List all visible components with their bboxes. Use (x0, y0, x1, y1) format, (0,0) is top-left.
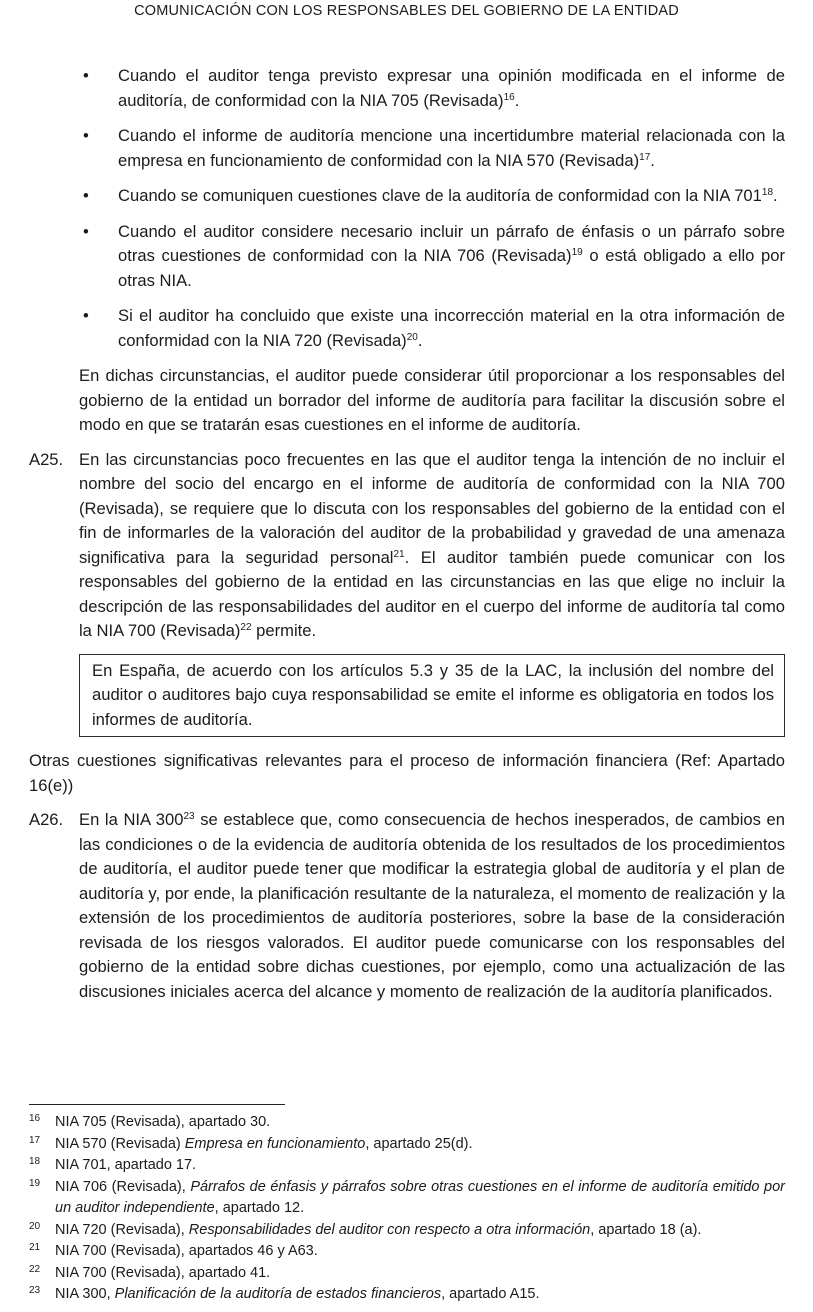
footnote-ref[interactable]: 20 (406, 331, 418, 343)
paragraph-text: se establece que, como consecuencia de hechos inesperados, de cambios en las condiciones o de la evidencia de auditoría obtenida de los resultados de los procedimientos de auditoría, el auditor puede tener que modificar la estrategia global de auditoría y el plan de auditoría y, por ende, la planificación resultante de la naturaleza, el momento de realización y la extensión de los procedimientos de auditoría posteriores, sobre la base de la consideración revisada de los riesgos valorados. El auditor puede comunicarse con los responsables del gobierno de la entidad sobre dichas cuestiones, por ejemplo, como una actualización de las discusiones iniciales acerca del alcance y momento de realización de la auditoría planificados. (79, 810, 785, 1001)
footnote-text: NIA 705 (Revisada), apartado 30. (55, 1114, 271, 1130)
page-header: COMUNICACIÓN CON LOS RESPONSABLES DEL GOBIERNO DE LA ENTIDAD (134, 3, 679, 19)
footnote-text-end: , apartado 25(d). (365, 1135, 473, 1152)
footnote-number: 18 (29, 1156, 41, 1167)
circumstances-paragraph: En dichas circunstancias, el auditor puede considerar útil proporcionar a los responsables del gobierno de la entidad un borrador del informe de auditoría para facilitar la discusión sobre el modo en que se tratarán esas cuestiones en el informe de auditoría. (79, 366, 785, 434)
bullet-mark: • (83, 186, 89, 205)
bullet-mark: • (83, 306, 89, 325)
footnote-number: 19 (29, 1177, 41, 1189)
footnote-ref[interactable]: 18 (761, 187, 774, 198)
footnote-text-end: , apartado A15. (441, 1286, 540, 1302)
page-body (29, 64, 785, 1014)
paragraph-text: En la NIA 300 (79, 810, 184, 829)
footnote-number: 20 (29, 1220, 41, 1232)
footnote-text: NIA 570 (Revisada) (55, 1135, 185, 1152)
footnote-text: NIA 700 (Revisada), apartados 46 y A63. (55, 1243, 318, 1259)
footnote-number: 22 (29, 1263, 41, 1275)
bullet-item (29, 220, 785, 294)
paragraph-text: En las circunstancias poco frecuentes en las que el auditor tenga la intención de no incluir el nombre del socio del encargo en el informe de auditoría de conformidad con la NIA 700 (Revisada), se requiere que lo discuta con los responsables del gobierno de la entidad con el fin de informarles de la valoración del auditor de la probabilidad y gravedad de una amenaza significativa para la seguridad personal (79, 449, 785, 567)
footnote-ref[interactable]: 17 (639, 151, 651, 163)
bullet-item (29, 304, 785, 353)
footnote-text: NIA 700 (Revisada), apartado 41. (55, 1264, 271, 1281)
bullet-list (29, 64, 785, 353)
footnote-title: Responsabilidades del auditor con respecto a otra información (188, 1221, 591, 1238)
footnote (29, 1263, 785, 1285)
footnote-number: 21 (29, 1242, 41, 1253)
footnote (29, 1284, 785, 1306)
bullet-text-end: . (417, 330, 423, 350)
footnote-ref[interactable]: 19 (571, 247, 583, 258)
footnote-ref[interactable]: 23 (183, 811, 195, 822)
footnote-text: NIA 720 (Revisada), (55, 1221, 189, 1238)
bullet-text-end: . (773, 186, 778, 205)
footnote-text: NIA 701, apartado 17. (55, 1157, 197, 1173)
footnote-number: 17 (29, 1134, 41, 1146)
paragraph-number: A25. (29, 449, 64, 469)
bullet-text: Si el auditor ha concluido que existe una incorrección material en la otra información de conformidad con la NIA 720 (Revisada) (118, 306, 785, 350)
bullet-text: Cuando se comuniquen cuestiones clave de la auditoría de conformidad con la NIA 701 (118, 186, 762, 205)
footnote (29, 1134, 785, 1156)
footnote (29, 1241, 785, 1263)
footnote-title: Párrafos de énfasis y párrafos sobre otras cuestiones en el informe de auditoría emitido por un auditor independiente (55, 1178, 785, 1216)
footnote-title: Planificación de la auditoría de estados financieros (114, 1286, 442, 1302)
footnote-text: NIA 300, (55, 1286, 115, 1302)
bullet-item (29, 184, 785, 209)
footnote-text-end: , apartado 12. (214, 1200, 305, 1216)
footnote (29, 1220, 785, 1242)
bullet-mark: • (83, 66, 89, 85)
bullet-text-end: o está obligado a ello por otras NIA. (118, 246, 785, 290)
footnote-number: 23 (29, 1285, 41, 1296)
footnote-ref[interactable]: 21 (393, 548, 405, 560)
paragraph-text: . El auditor también puede comunicar con los responsables del gobierno de la entidad en las circunstancias en las que elige no incluir la descripción de las responsabilidades del auditor en el cuerpo del informe de auditoría tal como la NIA 700 (Revisada) (79, 547, 786, 640)
paragraph-number: A26. (29, 810, 64, 829)
paragraph-a25 (29, 448, 785, 644)
footnote-ref[interactable]: 22 (240, 622, 252, 633)
footnotes (29, 1112, 785, 1306)
bullet-text-end: . (650, 150, 655, 170)
footnote-number: 16 (29, 1113, 41, 1124)
bullet-item (29, 124, 785, 173)
footnote-text-end: , apartado 18 (a). (590, 1221, 702, 1238)
footnote (29, 1177, 785, 1220)
paragraph-text: permite. (251, 621, 317, 640)
section-subheading: Otras cuestiones significativas relevantes para el proceso de información financiera (Ref: Apartado 16(e)) (29, 751, 785, 795)
bullet-item (29, 64, 785, 113)
bullet-text: Cuando el informe de auditoría mencione una incertidumbre material relacionada con la empresa en funcionamiento de conformidad con la NIA 570 (Revisada) (118, 126, 785, 170)
bullet-text: Cuando el auditor tenga previsto expresar una opinión modificada en el informe de auditoría, de conformidad con la NIA 705 (Revisada) (118, 66, 785, 110)
footnote-text: NIA 706 (Revisada), (55, 1178, 191, 1195)
bullet-mark: • (83, 126, 89, 145)
footnote-title: Empresa en funcionamiento (184, 1135, 366, 1152)
bullet-text-end: . (514, 90, 520, 110)
footnote-ref[interactable]: 16 (503, 91, 515, 103)
footnote (29, 1155, 785, 1177)
paragraph-a26 (29, 808, 785, 1004)
footnote (29, 1112, 785, 1134)
spain-note-box: En España, de acuerdo con los artículos 5.3 y 35 de la LAC, la inclusión del nombre del auditor o auditores bajo cuya responsabilidad se emite el informe es obligatoria en todos los informes de auditoría. (79, 654, 785, 738)
bullet-text: Cuando el auditor considere necesario incluir un párrafo de énfasis o un párrafo sobre otras cuestiones de conformidad con la NIA 706 (Revisada) (118, 221, 785, 265)
footnote-separator (29, 1104, 285, 1105)
bullet-mark: • (83, 221, 89, 241)
